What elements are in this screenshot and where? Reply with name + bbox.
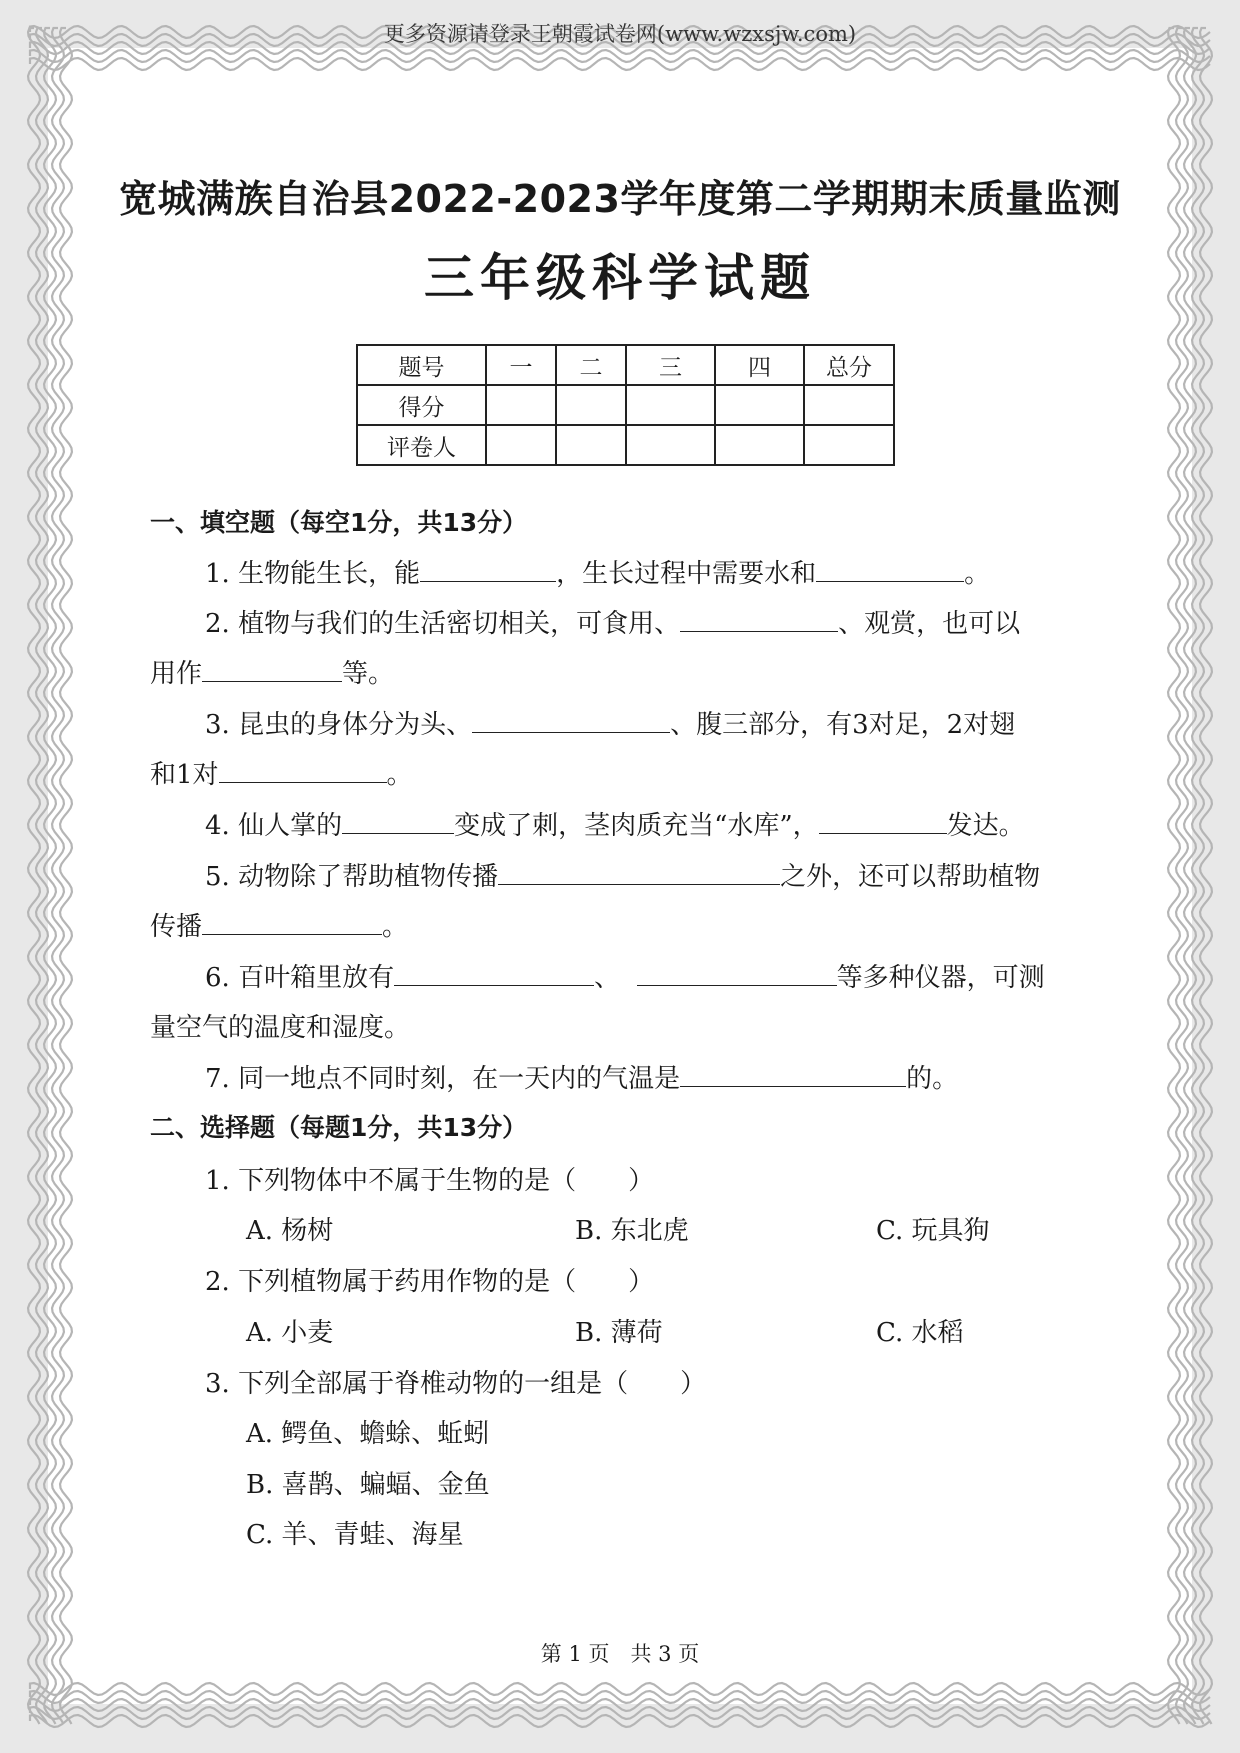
question-text: ，生长过程中需要水和 xyxy=(556,559,817,589)
answer-blank[interactable] xyxy=(342,807,454,834)
site-header: 更多资源请登录王朝霞试卷网(www.wzxsjw.com) xyxy=(383,22,857,46)
score-table-header: 总分 xyxy=(804,345,894,385)
grader-cell xyxy=(715,425,804,465)
answer-blank[interactable] xyxy=(202,908,382,935)
question-text: 。 xyxy=(386,760,413,790)
question-text: 和1对 xyxy=(150,760,219,790)
score-table-header: 二 xyxy=(556,345,626,385)
score-cell xyxy=(486,385,556,425)
question-text: 7. 同一地点不同时刻，在一天内的气温是 xyxy=(205,1064,681,1094)
choice-option-b[interactable]: B. 喜鹊、蝙蝠、金鱼 xyxy=(246,1470,490,1500)
answer-blank[interactable] xyxy=(819,807,947,834)
choice-question-1-stem: 1. 下列物体中不属于生物的是（ ） xyxy=(205,1166,655,1196)
score-table-header: 题号 xyxy=(357,345,486,385)
question-text: 。 xyxy=(382,912,409,942)
answer-blank[interactable] xyxy=(472,706,670,733)
question-text: 1. 生物能生长，能 xyxy=(205,559,421,589)
question-text: 发达。 xyxy=(946,811,1025,841)
choice-option-c[interactable]: C. 玩具狗 xyxy=(876,1216,990,1246)
fill-question-2-cont xyxy=(150,653,394,690)
grader-row xyxy=(357,425,894,465)
answer-blank[interactable] xyxy=(202,655,342,682)
choice-option-a[interactable]: A. 杨树 xyxy=(246,1216,334,1246)
question-text: 3. 昆虫的身体分为头、 xyxy=(205,710,473,740)
answer-blank[interactable] xyxy=(420,555,556,582)
score-table xyxy=(356,344,895,466)
fill-question-1 xyxy=(205,553,990,590)
fill-question-2 xyxy=(205,603,1020,640)
question-text: 、观赏，也可以 xyxy=(838,609,1021,639)
question-text: 等。 xyxy=(342,659,395,689)
question-text: 4. 仙人掌的 xyxy=(205,811,343,841)
score-row-label: 得分 xyxy=(357,385,486,425)
answer-blank[interactable] xyxy=(498,858,780,885)
grader-cell xyxy=(486,425,556,465)
answer-blank[interactable] xyxy=(816,555,964,582)
exam-subtitle: 三年级科学试题 xyxy=(424,248,816,307)
question-text: 传播 xyxy=(150,912,203,942)
answer-blank[interactable] xyxy=(637,959,837,986)
section-1-title: 一、填空题（每空1分，共13分） xyxy=(150,508,528,537)
score-cell xyxy=(556,385,626,425)
question-text: 、腹三部分，有3对足，2对翅 xyxy=(670,710,1016,740)
fill-question-5-cont xyxy=(150,906,408,943)
fill-question-3-cont xyxy=(150,754,413,791)
score-table-header: 一 xyxy=(486,345,556,385)
fill-question-4 xyxy=(205,805,1025,842)
exam-title: 宽城满族自治县2022-2023学年度第二学期期末质量监测 xyxy=(119,177,1121,221)
choice-question-2-stem: 2. 下列植物属于药用作物的是（ ） xyxy=(205,1267,655,1297)
choice-option-c[interactable]: C. 水稻 xyxy=(876,1318,964,1348)
grader-cell xyxy=(626,425,715,465)
fill-question-5 xyxy=(205,856,1040,893)
choice-question-3-stem: 3. 下列全部属于脊椎动物的一组是（ ） xyxy=(205,1369,707,1399)
question-text: 用作 xyxy=(150,659,203,689)
answer-blank[interactable] xyxy=(680,605,838,632)
question-text: 6. 百叶箱里放有 xyxy=(205,963,395,993)
choice-option-b[interactable]: B. 东北虎 xyxy=(575,1216,689,1246)
question-text: 变成了刺，茎肉质充当“水库”， xyxy=(454,811,819,841)
fill-question-6 xyxy=(205,957,1045,994)
fill-question-3 xyxy=(205,704,1015,741)
section-2-title: 二、选择题（每题1分，共13分） xyxy=(150,1113,528,1142)
score-row xyxy=(357,385,894,425)
grader-row-label: 评卷人 xyxy=(357,425,486,465)
score-table-header-row xyxy=(357,345,894,385)
question-text: 的。 xyxy=(906,1064,959,1094)
choice-option-a[interactable]: A. 鳄鱼、蟾蜍、蚯蚓 xyxy=(246,1419,490,1449)
page-footer: 第 1 页 共 3 页 xyxy=(540,1642,700,1666)
question-text: 5. 动物除了帮助植物传播 xyxy=(205,862,499,892)
answer-blank[interactable] xyxy=(394,959,594,986)
fill-question-7 xyxy=(205,1058,958,1095)
score-cell xyxy=(626,385,715,425)
score-table-header: 三 xyxy=(626,345,715,385)
grader-cell xyxy=(804,425,894,465)
answer-blank[interactable] xyxy=(219,756,387,783)
question-text: 。 xyxy=(964,559,991,589)
score-table-header: 四 xyxy=(715,345,804,385)
question-text: 、 xyxy=(594,963,621,993)
answer-blank[interactable] xyxy=(680,1060,906,1087)
choice-option-c[interactable]: C. 羊、青蛙、海星 xyxy=(246,1520,464,1550)
fill-question-6-cont xyxy=(150,1007,410,1044)
grader-cell xyxy=(556,425,626,465)
question-text: 等多种仪器，可测 xyxy=(836,963,1045,993)
score-cell xyxy=(715,385,804,425)
question-text: 之外，还可以帮助植物 xyxy=(780,862,1041,892)
question-text: 2. 植物与我们的生活密切相关，可食用、 xyxy=(205,609,681,639)
score-cell xyxy=(804,385,894,425)
choice-option-b[interactable]: B. 薄荷 xyxy=(575,1318,663,1348)
question-text: 量空气的温度和湿度。 xyxy=(150,1013,411,1043)
choice-option-a[interactable]: A. 小麦 xyxy=(246,1318,334,1348)
